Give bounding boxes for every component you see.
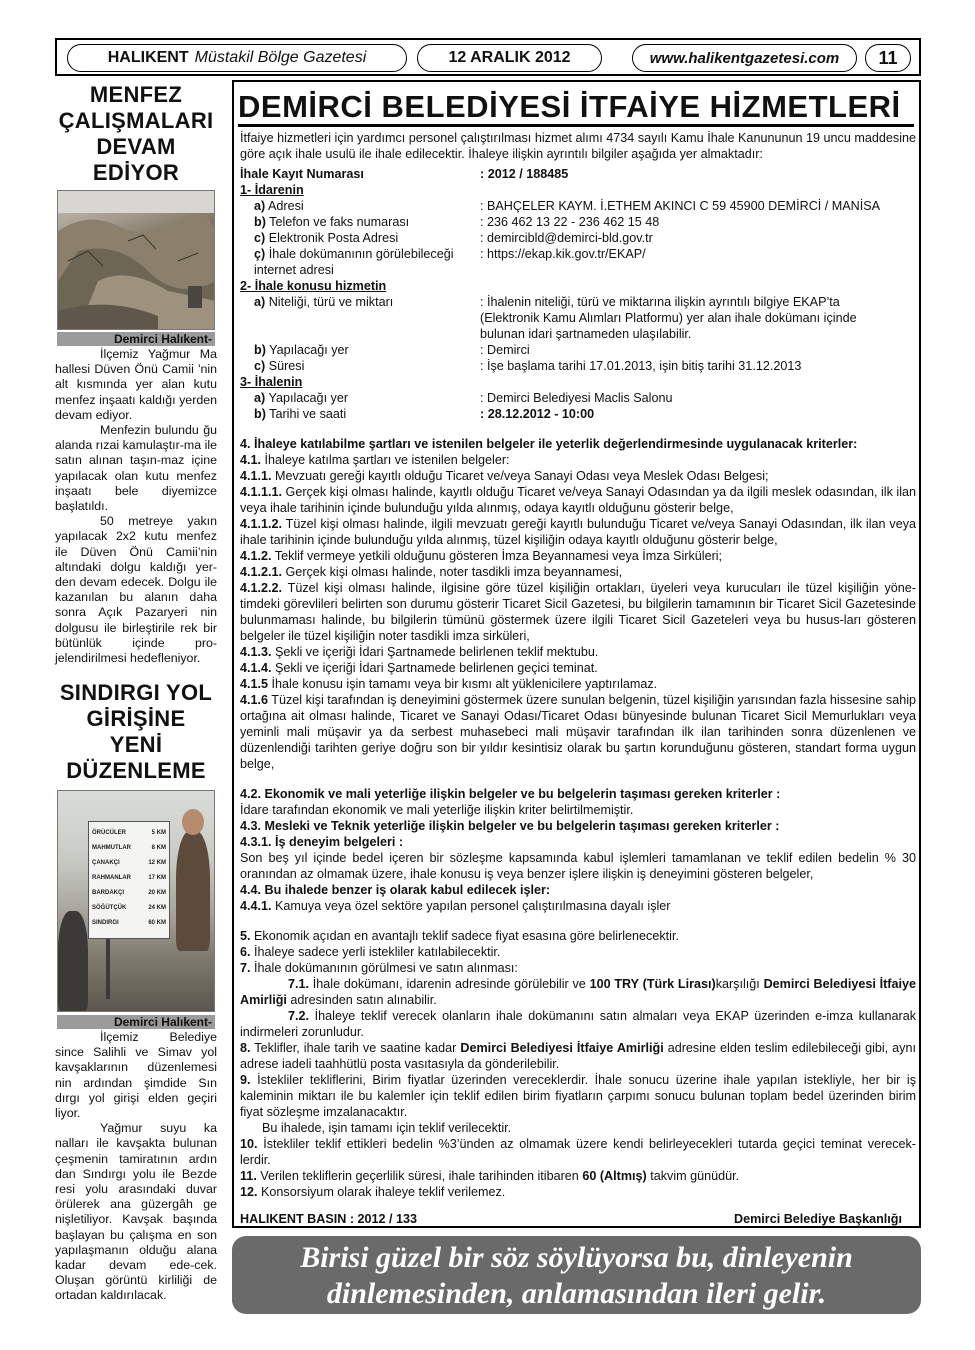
clause-item: 5. Ekonomik açıdan en avantajlı teklif sadece fiyat esasına göre belirlenecektir.	[240, 929, 679, 943]
clause-item: 7.1. İhale dokümanı, idarenin adresinde görülebilir ve 100 TRY (Türk Lirası)karşılığı Demirci Belediyesi İtfaiye Amirliği adresinden satın alınabilir.	[240, 977, 917, 1007]
section5-12	[240, 928, 916, 1200]
section2-title: 2- İhale konusu hizmetin	[240, 279, 387, 293]
clause-item: 12. Konsorsiyum olarak ihaleye teklif verilemez.	[240, 1185, 506, 1199]
article1-paragraph: 50 metreye yakın yapılacak 2x2 kutu menfez ile Düven Önü Camii’nin altındaki dolgu kaldığı yer-den devam edecek. Dolgu ile kazanılan bu alanın daha sonra Açık Pazaryeri nin dolgusu ile birleştirile rek bir bütünlük içinde pro-jelendirilmesi hedefleniyor.	[55, 514, 217, 666]
article1-paragraph: İlçemiz Yağmur Ma hallesi Düven Önü Camii 'nin alt kısmında yer alan kutu menfez inşaatı kaldığı yerden devam ediyor.	[55, 347, 217, 422]
criteria-item: 4.1.5 İhale konusu işin tamamı veya bir kısmı alt yüklenicilere yaptırılamaz.	[240, 677, 658, 691]
article1-title	[55, 82, 217, 186]
clause-item: 7.2. İhaleye teklif verecek olanların ihale dokümanını satın almaları veya EKAP üzerinden e-imza kullanarak indirmeleri zorunludur.	[240, 1009, 916, 1039]
section4	[240, 436, 916, 772]
s1-row: c) Elektronik Posta Adresi : demircibld@demirci-bld.gov.tr	[240, 230, 916, 246]
paper-name-pill	[67, 44, 407, 72]
title-rule	[238, 124, 914, 127]
clause-item: 8. Teklifler, ihale tarih ve saatine kadar Demirci Belediyesi İtfaiye Amirliği adresine elden teslim edilebileceği gibi, aynı adrese iadeli taahhütlü posta vasıtasıyla da gönderilebilir.	[240, 1041, 916, 1071]
tender-title: DEMİRCİ BELEDİYESİ İTFAİYE HİZMETLERİ	[238, 89, 901, 124]
masthead	[55, 38, 921, 76]
criteria-heading: 4.4. Bu ihalede benzer iş olarak kabul edilecek işler:	[240, 883, 551, 897]
spacer	[240, 772, 916, 786]
road-sign-photo	[57, 790, 215, 1012]
sign-row: BARDAKÇI 20 KM	[92, 890, 166, 896]
s2-row: c) Süresi : İşe başlama tarihi 17.01.2013, işin bitiş tarihi 31.12.2013	[254, 359, 802, 373]
section1-title: 1- İdarenin	[240, 183, 304, 197]
sign-post	[106, 939, 110, 999]
article2-title-line: SINDIRGI YOL	[59, 680, 213, 705]
tender-body	[240, 128, 916, 1200]
article2-caption-bar	[57, 1015, 215, 1029]
criteria-item: 4.4.1. Kamuya veya özel sektöre yapılan personel çalıştırılmasına dayalı işler	[240, 899, 671, 913]
criteria-item: 4.1.2. Teklif vermeye yetkili olduğunu gösteren İmza Beyannamesi veya İmza Sirküleri;	[240, 549, 723, 563]
article2-title	[55, 680, 217, 784]
quote-banner	[232, 1236, 921, 1314]
criteria-heading: 4.3.1. İş deneyim belgeleri :	[240, 835, 404, 849]
quote-line: Birisi güzel bir söz söylüyorsa bu, dinleyenin	[300, 1241, 853, 1274]
issue-date: 12 ARALIK 2012	[417, 44, 602, 72]
ekap-link[interactable]: : https://ekap.kik.gov.tr/EKAP/	[480, 247, 646, 261]
article2-title-line: YENİ	[109, 732, 163, 757]
criteria-item: 4.1.1. Mevzuatı gereği kayıtlı olduğu Ticaret ve/veya Sanayi Odası veya Meslek Odası Belgesi;	[240, 469, 769, 483]
s3-row: b) Tarihi ve saati : 28.12.2012 - 10:00	[254, 407, 595, 421]
article2-paragraph: İlçemiz Belediye since Salihli ve Simav yol kavşaklarının düzenlemesi nin ardından şimdide Sın dırgı yol girişi elden geçiri liyor.	[55, 1030, 217, 1121]
criteria-item: 4.1.6 Tüzel kişi tarafından iş deneyimini göstermek üzere sunulan belgenin, tüzel kişiliğin yarısından fazla hissesine sahip ortağına ait olması halinde, Ticaret ve Sanayi Odası/Ticaret Odası bünyesinde bulunan Ticaret Sicil Memurlukları veya yeminli mali müşavir ya da serbest muhasebeci mali müşavir tarafından ilk ilan tarihinden sonra düzenlenen ve düzenlendiği tarihten geriye doğru son bir yıldır kesintisiz olarak bu şartın korunduğunu gösteren, standart forma uygun belge,	[240, 693, 917, 771]
sign-row: SÖĞÜTÇÜK 24 KM	[92, 905, 166, 911]
criteria-item: 4.1.1.1. Gerçek kişi olması halinde, kayıtlı olduğu Ticaret ve/veya Sanayi Odasından ya da ilgili meslek odasından, ilk ilan veya ihale tarihinin içinde bulunduğu yılda alınmış, odaya kayıtlı olduğunu gösterir belge,	[240, 485, 916, 515]
article1-body	[55, 347, 217, 666]
clause-item: 6. İhaleye sadece yerli istekliler katılabilecektir.	[240, 945, 501, 959]
distance-sign	[88, 821, 170, 939]
sign-row: SINDIRGI 60 KM	[92, 920, 166, 926]
email-link: : demircibld@demirci-bld.gov.tr	[480, 231, 653, 245]
section42	[240, 786, 916, 914]
criteria-heading: 4.3. Mesleki ve Teknik yeterliğe ilişkin belgeler ve bu belgelerin taşıması gereken kriterler :	[240, 819, 780, 833]
article1-title-line: EDİYOR	[92, 160, 180, 185]
paper-subtitle: Müstakil Bölge Gazetesi	[194, 49, 367, 66]
s2-row: b) Yapılacağı yer : Demirci	[254, 343, 530, 357]
article1-title-line: ÇALIŞMALARI	[58, 108, 214, 133]
kayit-value: : 2012 / 188485	[480, 167, 569, 181]
construction-site-photo	[57, 190, 215, 330]
s2-row: a) Niteliği, türü ve miktarı : İhalenin niteliği, türü ve miktarına ilişkin ayrıntılı bilgiye EKAP’ta (Elektronik Kamu Alımları Platformu) yer alan ihale dokümanı içinde bulunan idari şartnameden ulaşılabilir.	[254, 295, 857, 341]
kayit-label: İhale Kayıt Numarası	[240, 167, 364, 181]
s3-row: a) Yapılacağı yer : Demirci Belediyesi Maclis Salonu	[254, 391, 673, 405]
s1-row: a) Adresi : BAHÇELER KAYM. İ.ETHEM AKINCI C 59 45900 DEMİRCİ / MANİSA	[254, 199, 881, 213]
worker-figure	[58, 911, 88, 1011]
clause-item: 7. İhale dokümanının görülmesi ve satın alınması:	[240, 961, 518, 975]
paper-name: HALIKENT	[107, 49, 189, 66]
criteria-heading: 4. İhaleye katılabilme şartları ve istenilen belgeler ile yeterlik değerlendirmesinde uygulanacak kriterler:	[240, 437, 858, 451]
article2-body	[55, 1030, 217, 1304]
article2-title-line: DÜZENLEME	[66, 758, 206, 783]
criteria-item: Son beş yıl içinde bedel içeren bir sözleşme kapsamında kabul işlemleri tamamlanan ve teklif edilen bedelin % 30 oranından az olmamak üzere, ihale konusu iş veya benzer işlere ilişkin iş deneyimini gösteren belgeler,	[240, 851, 916, 881]
article1-title-line: MENFEZ	[89, 82, 183, 107]
article1-caption-source: Demirci Halıkent-	[113, 332, 212, 346]
article2-paragraph: Yağmur suyu ka nalları ile kavşakta bulunan çeşmenin tamiratının ardın dan Sındırgı yolu ile Bezde resi yolu arasındaki duvar örülerek ana güzergâh ge nişletiliyor. Kavşak başında başlayan bu çalışma en son yapılaşmanın olduğu alana kadar devam ede-cek. Oluşan görüntü kirliliği de ortadan kaldırılacak.	[55, 1121, 217, 1303]
criteria-item: 4.1.4. Şekli ve içeriği İdari Şartnamede belirlenen geçici teminat.	[240, 661, 598, 675]
article2-title-line: GİRİŞİNE	[86, 706, 186, 731]
kayit-row	[240, 166, 916, 182]
person-figure	[176, 831, 210, 951]
tender-footer	[240, 1212, 902, 1226]
sign-row: MAHMUTLAR 8 KM	[92, 845, 166, 851]
quote-line: dinlemesinden, anlamasından ileri gelir.	[326, 1277, 827, 1310]
clause-item: 11. Verilen tekliflerin geçerlilik süresi, ihale tarihinden itibaren 60 (Altmış) takvim günüdür.	[240, 1169, 740, 1183]
criteria-item: 4.1. İhaleye katılma şartları ve istenilen belgeler:	[240, 453, 510, 467]
article1-title-line: DEVAM	[96, 134, 176, 159]
spacer	[240, 914, 916, 928]
clause-item: Bu ihalede, işin tamamı için teklif verilecektir.	[262, 1121, 512, 1135]
person-head	[182, 809, 204, 835]
press-ref: HALIKENT BASIN : 2012 / 133	[240, 1212, 418, 1226]
criteria-heading: 4.2. Ekonomik ve mali yeterliğe ilişkin belgeler ve bu belgelerin taşıması gereken kriterler :	[240, 787, 781, 801]
tender-notice	[232, 80, 921, 1228]
website-link[interactable]: www.halikentgazetesi.com	[632, 44, 857, 72]
spacer	[240, 422, 916, 436]
criteria-item: 4.1.2.1. Gerçek kişi olması halinde, noter tasdikli imza beyannamesi,	[240, 565, 623, 579]
section3-title: 3- İhalenin	[240, 375, 303, 389]
issuer-signature: Demirci Belediye Başkanlığı	[734, 1212, 902, 1226]
sign-row: RAHMANLAR 17 KM	[92, 875, 166, 881]
clause-item: 9. İstekliler tekliflerini, Birim fiyatlar üzerinden vereceklerdir. İhale sonucu üzerine ihale yapılan istekliyle, her bir iş kaleminin miktarı ile bu kalemler için teklif edilen birim fiyatların çarpımı sonucu bulunan toplam bedel üzerinden birim fiyat sözleşme imzalanacaktır.	[240, 1073, 916, 1119]
criteria-item: İdare tarafından ekonomik ve mali yeterliğe ilişkin kriter belirtilmemiştir.	[240, 803, 634, 817]
s1-row: b) Telefon ve faks numarası : 236 462 13 22 - 236 462 15 48	[254, 215, 660, 229]
construction-scene-icon	[58, 191, 215, 330]
page-number: 11	[865, 44, 911, 72]
criteria-item: 4.1.3. Şekli ve içeriği İdari Şartnamede belirlenen teklif mektubu.	[240, 645, 599, 659]
criteria-item: 4.1.2.2. Tüzel kişi olması halinde, ilgisine göre tüzel kişiliğin ortakları, üyeleri veya kurucuları ile tüzel kişiliğin yöne-timdeki görevlileri belirten son durumu gösterir Ticaret Sicil Gazetesi, bu bilgilerin tamamının bir Ticaret Sicil Gazetesinde bulunmaması halinde, bu bilgilerin tümünü göstermek üzere ilgili Ticaret Sicil Gazeteleri veya bu husus-ları gösteren belgeler ile tüzel kişiliğin noter tasdikli imza sirküleri,	[240, 581, 916, 643]
s1-row: ç) İhale dokümanının görülebileceği internet adresi : https://ekap.kik.gov.tr/EKAP/	[240, 246, 916, 278]
article1-paragraph: Menfezin bulundu ğu alanda rızai kamulaştır-ma ile satın alınan taşın-maz içine yapılacak olan kutu menfez inşaatı bele diyemizce başlatıldı.	[55, 423, 217, 514]
sign-row: ÖRÜCÜLER 5 KM	[92, 830, 166, 836]
criteria-item: 4.1.1.2. Tüzel kişi olması halinde, ilgili mevzuatı gereği kayıtlı bulunduğu Ticaret ve/veya Sanayi Odasından, ilk ilan veya ihale tarihinin içinde bulunduğu yılda alınmış, tüzel kişiliğin odaya kayıtlı olduğunu gösterir belge,	[240, 517, 916, 547]
clause-item: 10. İstekliler teklif ettikleri bedelin %3’ünden az olmamak üzere kendi belirleyecekleri tutarda geçici teminat verecek-lerdir.	[240, 1137, 916, 1167]
sign-row: ÇANAKÇI 12 KM	[92, 860, 166, 866]
tender-intro: İtfaiye hizmetleri için yardımcı personel çalıştırılması hizmet alımı 4734 sayılı Kamu İhale Kanununun 19 uncu maddesine göre açık ihale usulü ile ihale edilecektir. İhaleye ilişkin ayrıntılı bilgiler aşağıda yer almaktadır:	[240, 131, 916, 161]
article2-caption-source: Demirci Halıkent-	[113, 1015, 212, 1029]
article1-caption-bar	[57, 332, 215, 346]
